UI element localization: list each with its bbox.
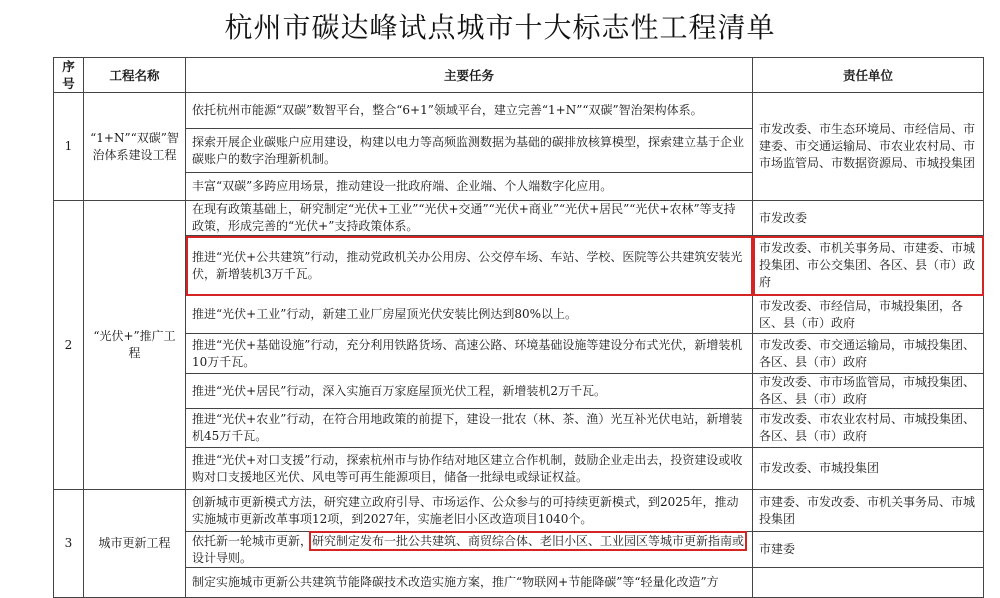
- task-cell: 推进“光伏+农业”行动，在符合用地政策的前提下，建设一批农（林、茶、渔）光互补光伏电站，新增装机45万千瓦。: [186, 409, 753, 448]
- task-cell: 在现有政策基础上，研究制定“光伏+工业”“光伏+交通”“光伏+商业”“光伏+居民”“光伏+农林”等支持政策，形成完善的“光伏+”支持政策体系。: [186, 201, 753, 236]
- page-title: 杭州市碳达峰试点城市十大标志性工程清单: [224, 11, 776, 44]
- header-task: 主要任务: [186, 58, 753, 93]
- row-number: 1: [54, 93, 84, 201]
- unit-cell-highlighted: 市发改委、市机关事务局、市建委、市城投集团、市公交集团、各区、县（市）政府: [753, 236, 984, 296]
- unit-cell: [753, 568, 984, 598]
- table-row: [54, 374, 984, 409]
- unit-cell: 市发改委、市生态环境局、市经信局、市建委、市交通运输局、市农业农村局、市市场监管局、市数据资源局、市城投集团: [753, 93, 984, 201]
- table-row: [54, 532, 984, 568]
- table-row: [54, 201, 984, 236]
- table-row: [54, 93, 984, 129]
- unit-cell: 市发改委、市交通运输局，市城投集团、各区、县（市）政府: [753, 334, 984, 374]
- header-name: 工程名称: [84, 58, 186, 93]
- row-number: 3: [54, 490, 84, 598]
- project-name: 城市更新工程: [84, 490, 186, 598]
- task-cell: 探索开展企业碳账户应用建设，构建以电力等高频监测数据为基础的碳排放核算模型，探索建立基于企业碳账户的数字治理新机制。: [186, 129, 753, 173]
- table-row: [54, 448, 984, 490]
- row-number: 2: [54, 201, 84, 490]
- table-row: [54, 568, 984, 598]
- unit-cell: 市发改委、市城投集团: [753, 448, 984, 490]
- task-cell: 丰富“双碳”多跨应用场景，推动建设一批政府端、企业端、个人端数字化应用。: [186, 173, 753, 201]
- highlighted-task-text: 研究制定发布一批公共建筑、商贸综合体、老旧小区、工业园区等城市更新指南或: [312, 533, 745, 548]
- table-row: [54, 490, 984, 532]
- task-cell: 依托杭州市能源“双碳”数智平台，整合“6+1”领域平台，建立完善“1+N”“双碳”智治架构体系。: [186, 93, 753, 129]
- project-table: [53, 57, 984, 598]
- project-name: “1+N”“双碳”智治体系建设工程: [84, 93, 186, 201]
- task-cell: 制定实施城市更新公共建筑节能降碳技术改造实施方案，推广“物联网+节能降碳”等“轻量化改造”方: [186, 568, 753, 598]
- table-row-highlighted: [54, 236, 984, 296]
- task-cell: 推进“光伏+基础设施”行动，充分利用铁路货场、高速公路、环境基础设施等建设分布式光伏，新增装机10万千瓦。: [186, 334, 753, 374]
- unit-cell: 市发改委、市市场监管局，市城投集团、各区、县（市）政府: [753, 374, 984, 409]
- table-header-row: [54, 58, 984, 93]
- task-cell: [186, 532, 753, 568]
- unit-cell: 市发改委: [753, 201, 984, 236]
- task-cell: 推进“光伏+对口支援”行动，探索杭州市与协作结对地区建立合作机制，鼓励企业走出去，投资建设或收购对口支援地区光伏、风电等可再生能源项目，储备一批绿电或绿证权益。: [186, 448, 753, 490]
- unit-cell: 市发改委、市经信局，市城投集团，各区、县（市）政府: [753, 296, 984, 334]
- table-row: [54, 334, 984, 374]
- task-cell-highlighted: 推进“光伏+公共建筑”行动，推动党政机关办公用房、公交停车场、车站、学校、医院等公共建筑安装光伏，新增装机3万千瓦。: [186, 236, 753, 296]
- header-no: 序号: [54, 58, 84, 93]
- table-row: [54, 296, 984, 334]
- task-cell: 推进“光伏+居民”行动，深入实施百万家庭屋顶光伏工程，新增装机2万千瓦。: [186, 374, 753, 409]
- task-cell: 创新城市更新模式方法，研究建立政府引导、市场运作、公众参与的可持续更新模式，到2025年，推动实施城市更新改革事项12项，到2027年，实施老旧小区改造项目1040个。: [186, 490, 753, 532]
- unit-cell: 市发改委、市农业农村局、市城投集团、各区、县（市）政府: [753, 409, 984, 448]
- task-text: 依托新一轮城市更新，: [192, 533, 313, 548]
- task-text: 设计导则。: [192, 550, 253, 565]
- unit-cell: 市建委、市发改委、市机关事务局、市城投集团: [753, 490, 984, 532]
- table-row: [54, 409, 984, 448]
- task-cell: 推进“光伏+工业”行动，新建工业厂房屋顶光伏安装比例达到80%以上。: [186, 296, 753, 334]
- project-name: “光伏+”推广工程: [84, 201, 186, 490]
- unit-cell: 市建委: [753, 532, 984, 568]
- header-unit: 责任单位: [753, 58, 984, 93]
